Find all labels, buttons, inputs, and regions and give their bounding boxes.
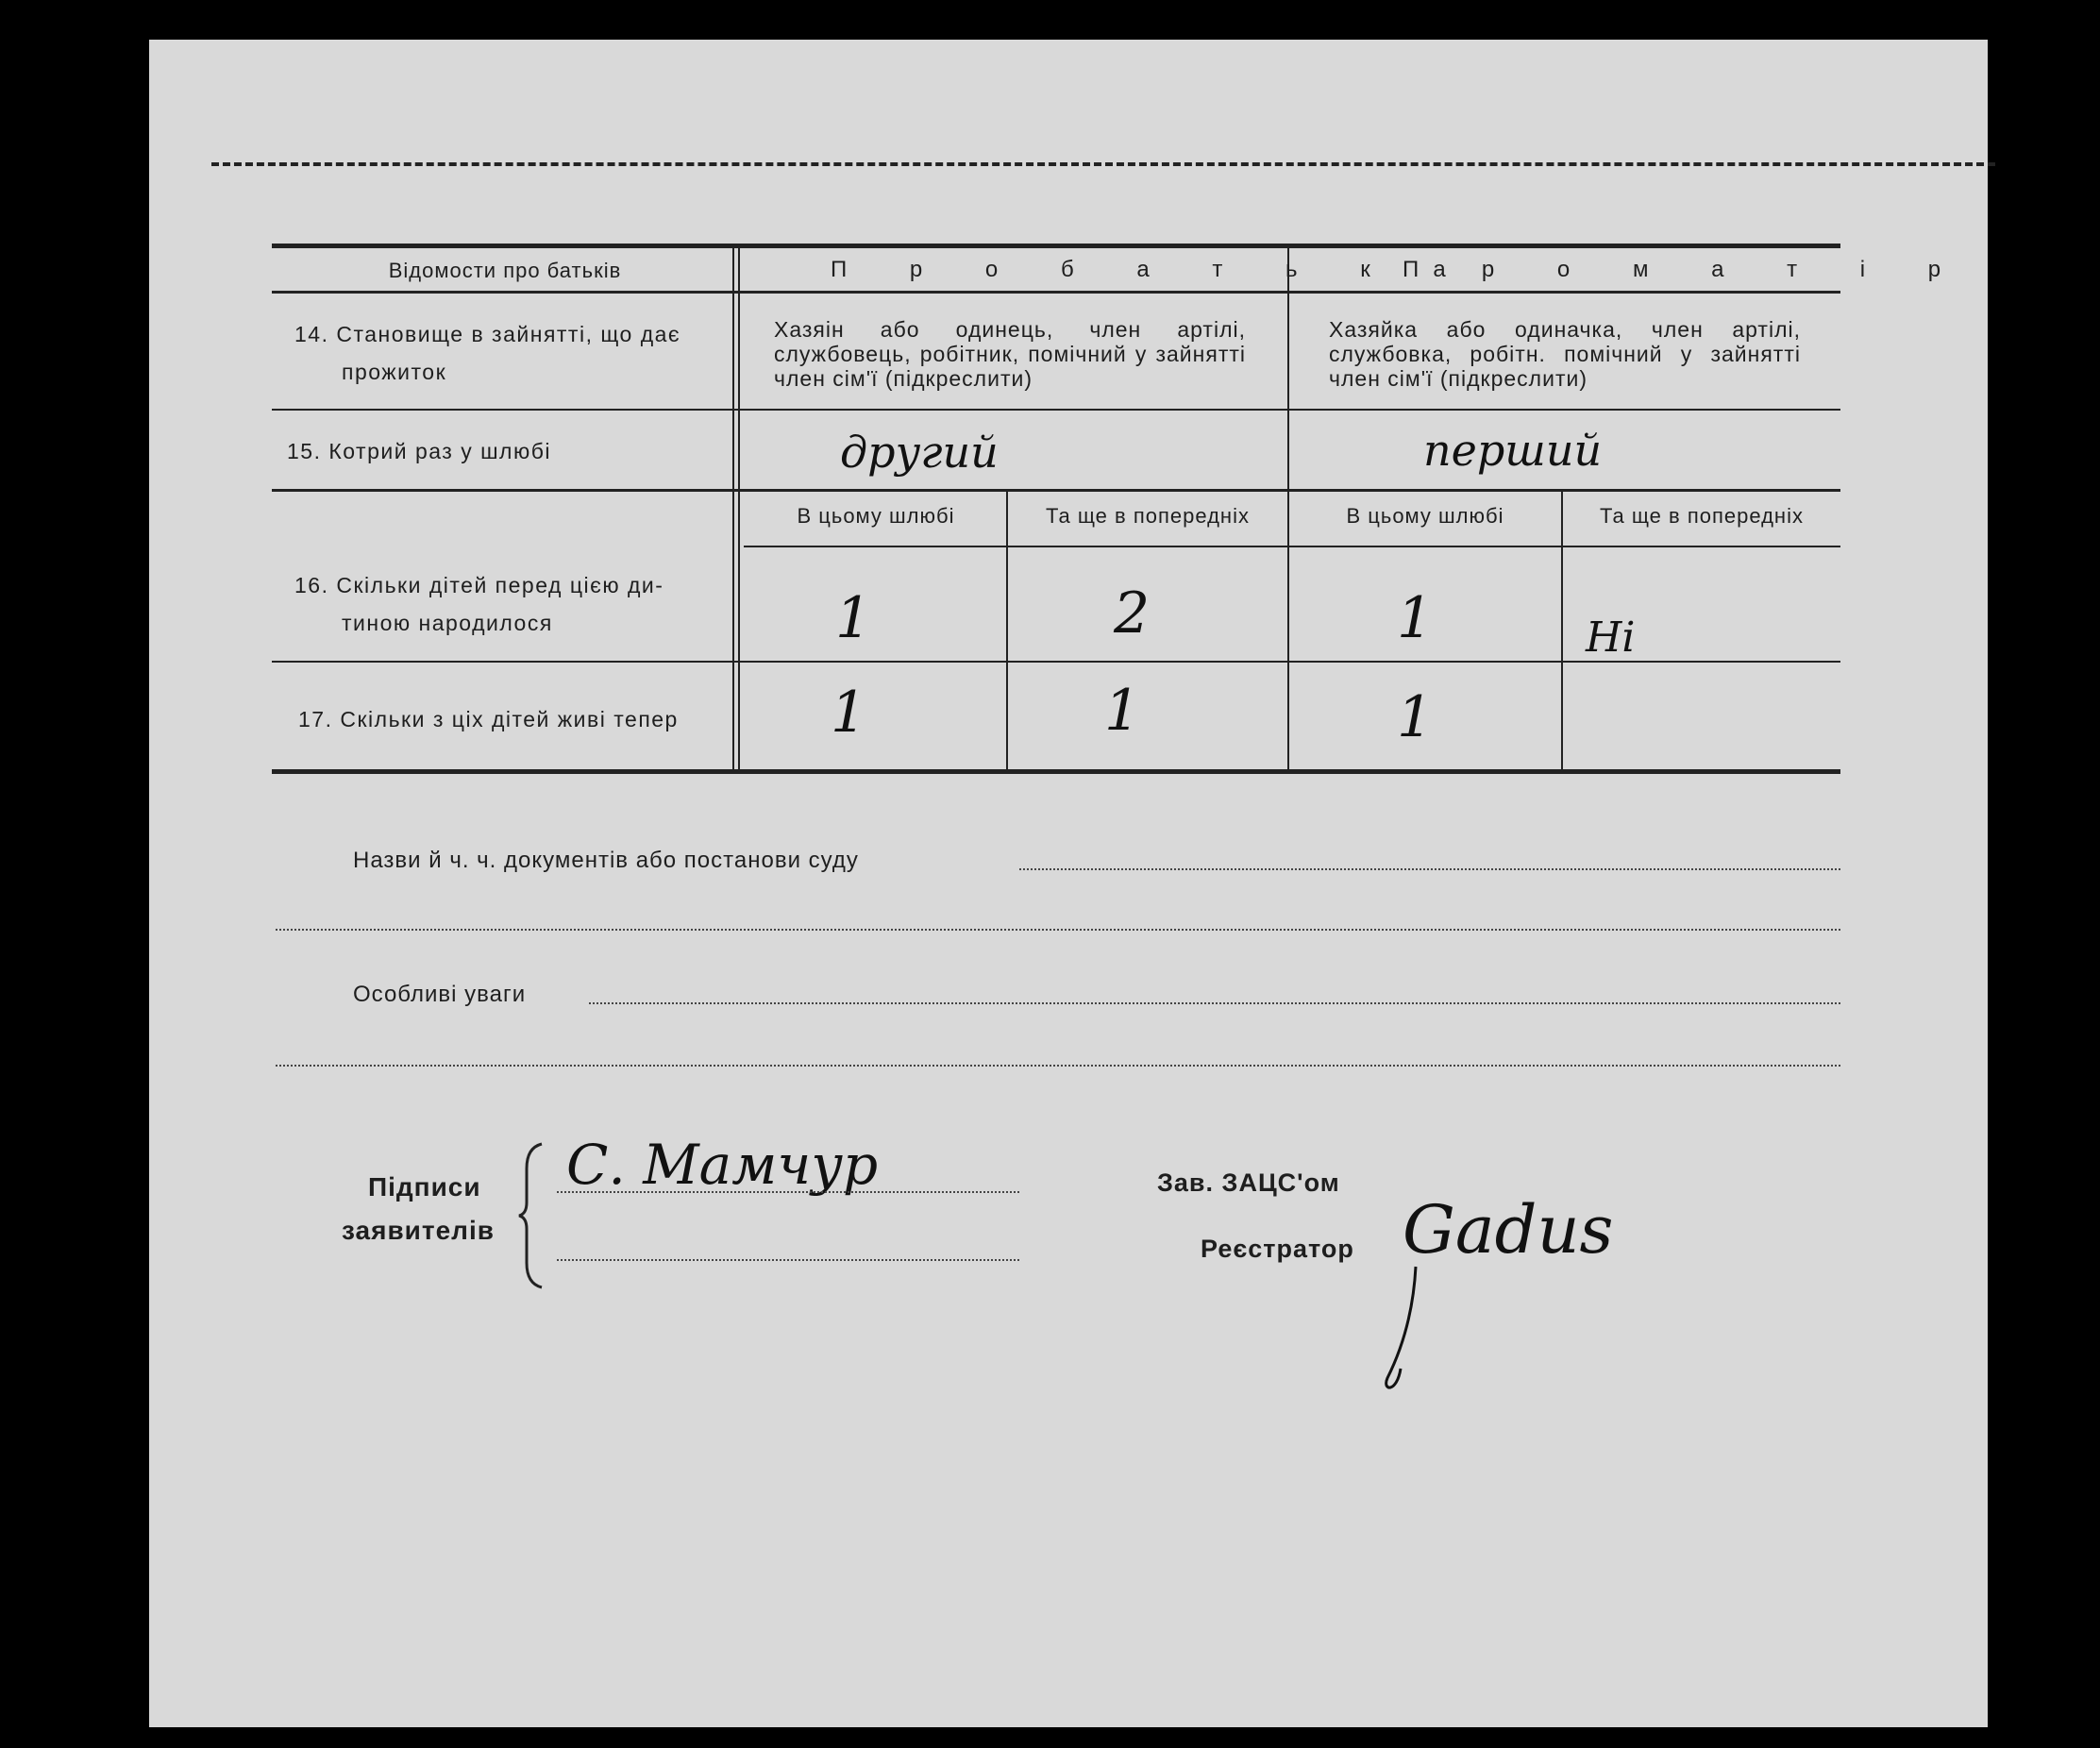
perforation-line (211, 162, 1995, 166)
notes-line-2[interactable] (276, 1065, 1840, 1067)
subheader-mother-previous: Та ще в попередніх (1600, 504, 1804, 528)
column-rule-1 (732, 247, 734, 770)
notes-line-1[interactable] (589, 1002, 1840, 1004)
row-14-label-line1: 14. Становище в зайнятті, що дає (294, 322, 681, 346)
row-16-label-line1: 16. Скільки дітей перед цією ди- (294, 573, 664, 597)
row-14-rule (272, 409, 1840, 411)
documents-line-2[interactable] (276, 929, 1840, 931)
row-15-rule (272, 489, 1840, 492)
row-17-label: 17. Скільки з ціх дітей живі тепер (298, 707, 679, 731)
row-17-father-this: 1 (831, 680, 867, 746)
header-father: П р о б а т ь к а (831, 257, 1474, 282)
notes-label: Особливі уваги (353, 982, 527, 1007)
row-14-mother-options: Хазяйка або одиначка, член артілі, службовка, робітн. помічний у зайнятті член сім'ї (підкреслити) (1329, 317, 1801, 391)
column-rule-sub-mother (1561, 492, 1563, 770)
header-mother: П р о м а т і р (1403, 257, 1970, 282)
row-15-father-value: другий (840, 427, 999, 478)
row-16-father-this: 1 (835, 585, 872, 651)
registrar-signature: Gadus (1403, 1191, 1614, 1269)
registrar-signature-stroke (1378, 1265, 1435, 1397)
row-16-label-line2: тиною народилося (342, 611, 553, 635)
applicants-label-line2: заявителів (342, 1216, 495, 1245)
documents-line-1[interactable] (1019, 868, 1840, 870)
brace-icon (517, 1140, 546, 1291)
applicant-signature-line-1[interactable] (557, 1191, 1019, 1193)
registrar-label: Реєстратор (1201, 1235, 1354, 1263)
subheader-father-previous: Та ще в попередніх (1046, 504, 1250, 528)
applicant-signature: С. Мамчур (566, 1133, 879, 1197)
row-15-label: 15. Котрий раз у шлюбі (287, 439, 552, 463)
row-17-mother-this: 1 (1397, 684, 1434, 750)
column-rule-sub-father (1006, 492, 1008, 770)
row-16-father-previous: 2 (1114, 580, 1151, 647)
column-rule-1b (738, 247, 740, 770)
row-14-label-line2: прожиток (342, 360, 447, 384)
header-parents-info: Відомости про батьків (388, 259, 622, 282)
subheader-father-this: В цьому шлюбі (797, 504, 955, 528)
documents-label: Назви й ч. ч. документів або постанови суду (353, 848, 859, 873)
head-of-registry-label: Зав. ЗАЦС'ом (1157, 1168, 1340, 1197)
applicants-label-line1: Підписи (368, 1172, 481, 1202)
row-14-father-options: Хазяін або одинець, член артілі, службовець, робітник, помічний у зайнятті член сім'ї (підкреслити) (774, 317, 1246, 391)
applicant-signature-line-2[interactable] (557, 1259, 1019, 1261)
table-header-rule (272, 291, 1840, 294)
table-top-rule (272, 244, 1840, 248)
table-bottom-rule (272, 769, 1840, 774)
row-16-mother-previous: Ні (1586, 613, 1636, 662)
row-16-mother-this: 1 (1397, 585, 1434, 651)
row-15-mother-value: перший (1423, 425, 1603, 476)
subheader-rule (744, 546, 1840, 547)
row-17-father-previous: 1 (1104, 678, 1141, 744)
subheader-mother-this: В цьому шлюбі (1346, 504, 1504, 528)
